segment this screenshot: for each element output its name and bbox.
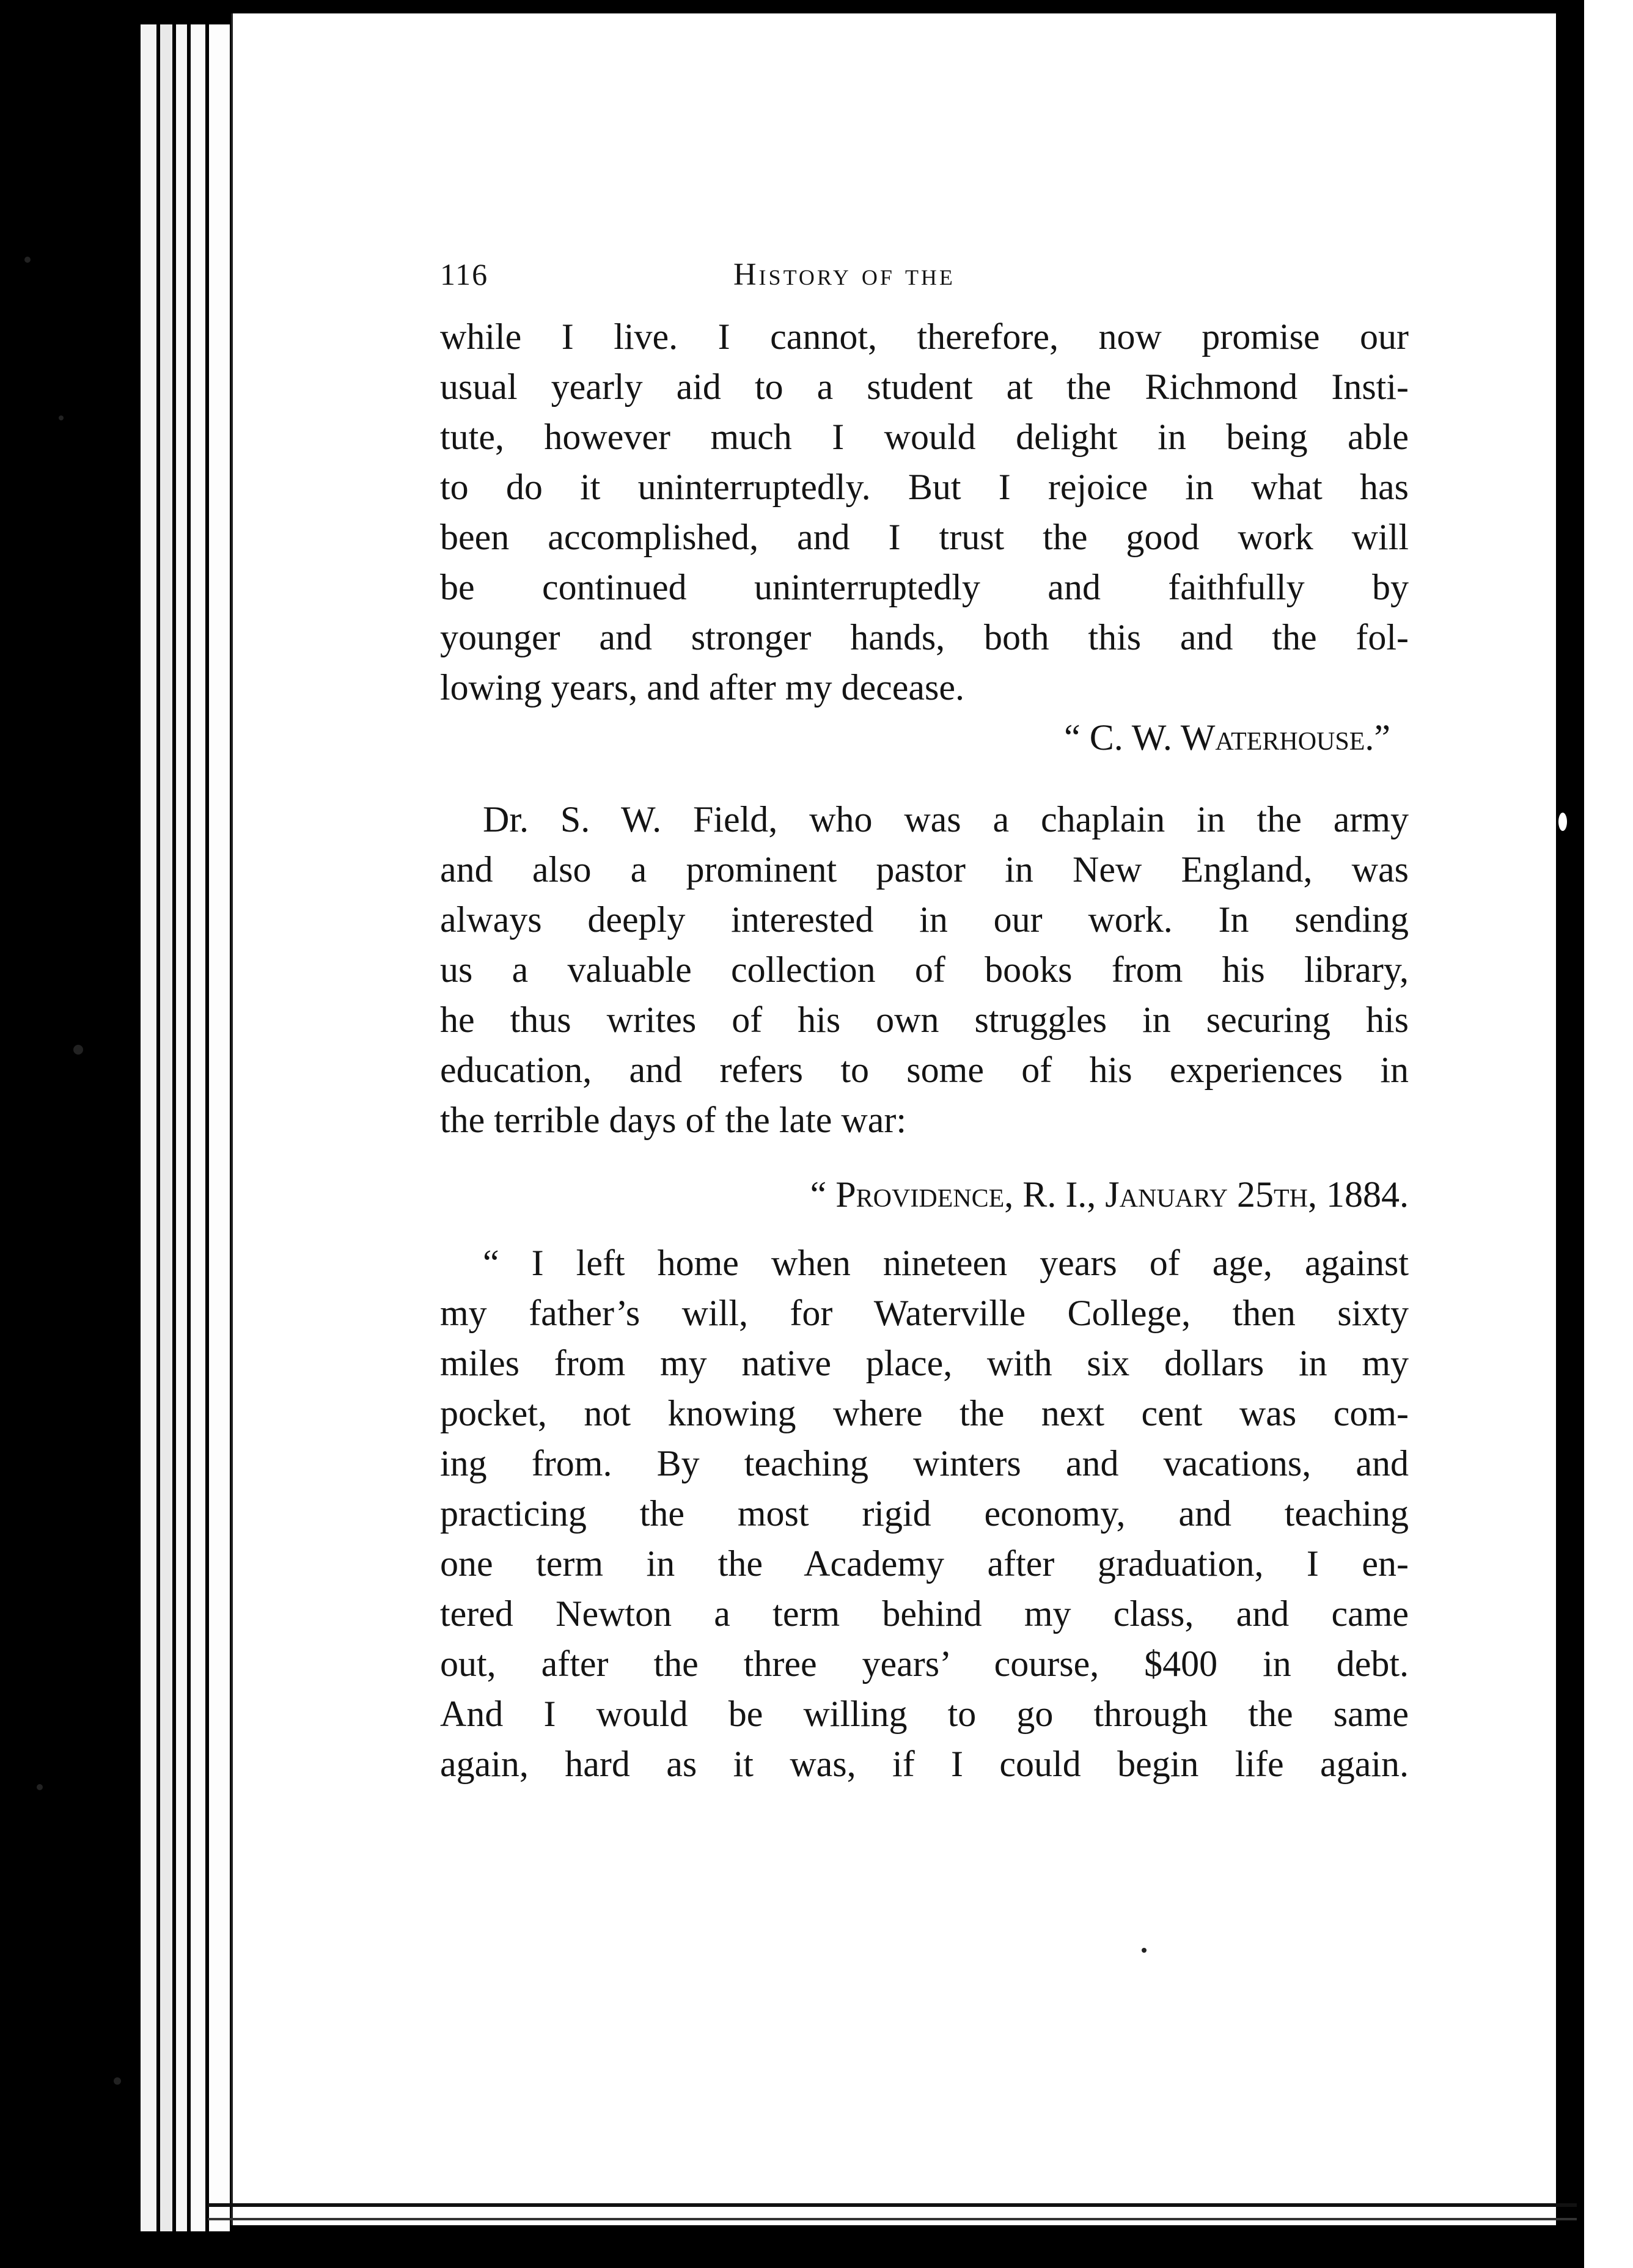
text-line: be continued uninterruptedly and faithfully by [440,567,1409,607]
page-bottom-rule [208,2203,1577,2207]
letter-signature: “ C. W. Waterhouse.” [1064,717,1390,758]
text-block [440,257,1409,1789]
text-line: miles from my native place, with six dollars in my [440,1343,1409,1383]
page-edge [160,24,172,2231]
letter-dateline: “ Providence, R. I., January 25th, 1884. [810,1174,1409,1215]
scan-speck [24,257,31,263]
text-line: And I would be willing to go through the same [440,1694,1409,1734]
text-line: education, and refers to some of his experiences in [440,1050,1409,1090]
text-line: to do it uninterruptedly. But I rejoice in what has [440,467,1409,507]
page-number: 116 [440,257,489,291]
scan-speck [1558,813,1567,831]
scan-speck [37,1784,43,1790]
text-line: always deeply interested in our work. In sending [440,899,1409,940]
text-line: lowing years, and after my decease. [440,667,964,708]
scan-speck [59,415,64,420]
page-edge [176,24,187,2231]
text-line: again, hard as it was, if I could begin life again. [440,1744,1409,1784]
text-line: while I live. I cannot, therefore, now promise our [440,316,1409,357]
text-line: pocket, not knowing where the next cent was com- [440,1393,1409,1433]
text-line: one term in the Academy after graduation, I en- [440,1543,1409,1584]
page-edge [191,24,205,2231]
text-line: the terrible days of the late war: [440,1100,907,1140]
scan-speck [73,1045,83,1055]
scan-speck [1142,1948,1147,1953]
page-edge [209,24,230,2231]
book-left-edge [0,0,232,2268]
text-line: practicing the most rigid economy, and teaching [440,1493,1409,1534]
page-header [440,257,1409,312]
text-line: us a valuable collection of books from his library, [440,949,1409,990]
text-line: and also a prominent pastor in New England, was [440,849,1409,890]
running-title: History of the [733,257,955,292]
paragraph-1 [440,312,1409,712]
text-line: been accomplished, and I trust the good work will [440,517,1409,557]
page-edge [141,24,156,2231]
text-line: younger and stronger hands, both this and the fol- [440,617,1409,657]
text-line: usual yearly aid to a student at the Richmond Insti- [440,367,1409,407]
text-line: Dr. S. W. Field, who was a chaplain in the army [483,799,1409,840]
text-line: ing from. By teaching winters and vacations, and [440,1443,1409,1483]
text-line: tered Newton a term behind my class, and came [440,1593,1409,1634]
paragraph-2 [440,794,1409,1145]
scan-speck [114,2077,121,2085]
book-gutter [1556,13,1580,2225]
page-bottom-rule [208,2218,1577,2220]
paragraph-3 [440,1238,1409,1789]
facing-page-edge [1579,0,1633,2268]
text-line: “ I left home when nineteen years of age, against [483,1243,1409,1283]
text-line: my father’s will, for Waterville College, then sixty [440,1293,1409,1333]
text-line: he thus writes of his own struggles in securing his [440,1000,1409,1040]
text-line: tute, however much I would delight in being able [440,417,1409,457]
text-line: out, after the three years’ course, $400 in debt. [440,1644,1409,1684]
